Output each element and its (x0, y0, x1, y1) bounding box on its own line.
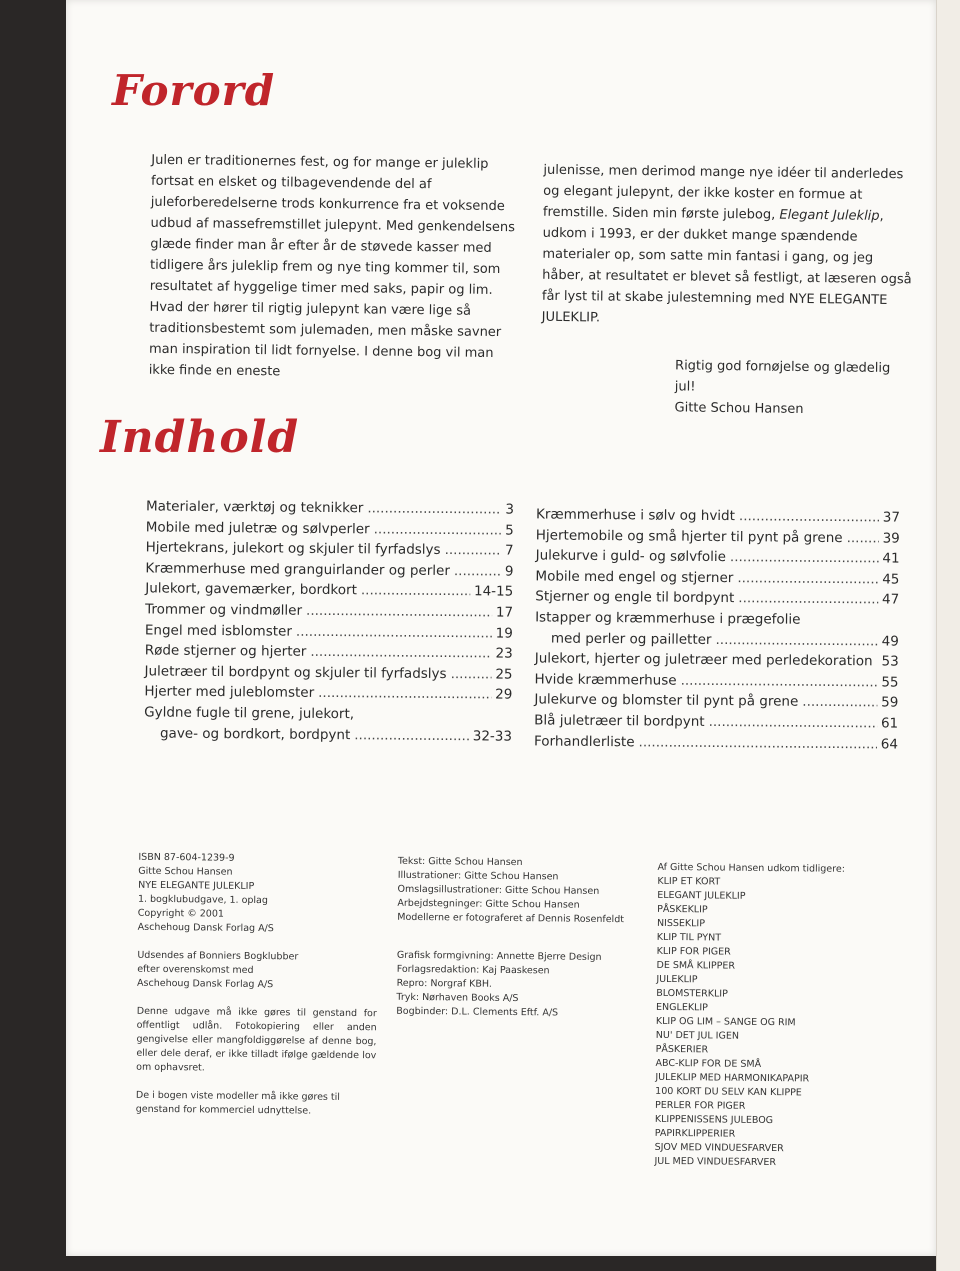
previous-book-title: JULEKLIP (656, 973, 698, 986)
toc-page-number: 41 (882, 550, 900, 567)
toc-page-number: 9 (504, 563, 514, 580)
toc-page-number: 7 (504, 542, 514, 559)
colophon-line: Forlagsredaktion: Kaj Paaskesen (396, 963, 550, 977)
colophon-line: Bogbinder: D.L. Clements Eftf. A/S (396, 1005, 559, 1019)
toc-leader-dots (847, 528, 879, 549)
previous-book-title: 100 KORT DU SELV KAN KLIPPE (655, 1085, 802, 1099)
forord-paragraph: Hvad der hører til rigtig julepynt kan være lige så traditionsbestemt som julemaden, men måske savner man inspiration til lidt fornyelse. I denne bog vil man ikke finde en eneste (148, 299, 502, 380)
toc-page-number: 32-33 (472, 727, 513, 745)
toc-page-number: 39 (882, 530, 900, 547)
previous-books-list (654, 875, 877, 1171)
colophon-line: Arbejdstegninger: Gitte Schou Hansen (397, 897, 580, 911)
toc-leader-dots (737, 568, 878, 590)
forord-text: julenisse, men derimod mange nye idéer til anderledes og elegant julepynt, der ikke koster en formue at fremstille. Siden min første julebog, (542, 162, 904, 223)
toc-leader-dots (367, 498, 501, 520)
toc-entry-title: Hjertekrans, julekort og skjuler til fyrfadslys (145, 539, 441, 559)
toc-leader-dots (681, 670, 878, 692)
toc-leader-dots (310, 642, 491, 664)
usage-note: De i bogen viste modeller må ikke gøres til genstand for kommerciel udnyttelse. (135, 1089, 340, 1117)
toc-page-number: 23 (495, 645, 513, 662)
colophon-line: Grafisk formgivning: Annette Bjerre Design (396, 949, 602, 963)
production-block (396, 949, 627, 1021)
toc-leader-dots (738, 589, 878, 611)
toc-entry-title: Julekort, gavemærker, bordkort (145, 580, 357, 599)
toc-page-number: 25 (495, 666, 513, 683)
colophon-line: Udsendes af Bonniers Bogklubber (137, 949, 299, 963)
toc-entry-title: med perler og pailletter (550, 630, 712, 648)
colophon-line: Omslagsillustrationer: Gitte Schou Hansen (397, 883, 600, 897)
toc-entry-title: Forhandlerliste (533, 732, 635, 750)
toc-entry-title: Blå juletræer til bordpynt (534, 712, 705, 730)
toc-page-number: 47 (882, 591, 900, 608)
colophon-line: NYE ELEGANTE JULEKLIP (138, 879, 255, 892)
toc-page-number: 55 (881, 674, 899, 691)
toc-entry-title: gave- og bordkort, bordpynt (159, 725, 351, 743)
colophon-line: Modellerne er fotograferet af Dennis Rosenfeldt (397, 911, 625, 926)
closing-greeting: Rigtig god fornøjelse og glædelig jul! (674, 358, 891, 395)
page-edge (936, 0, 960, 1271)
previous-book-title: KLIPPENISSENS JULEBOG (654, 1113, 774, 1127)
forord-paragraph (542, 160, 914, 333)
toc-entry-title: Istapper og kræmmerhuse i prægefolie (535, 609, 801, 628)
toc-leader-dots (715, 630, 877, 652)
toc-leader-dots (361, 581, 470, 603)
indhold-title: Indhold (100, 412, 300, 463)
forord-left-column (149, 150, 522, 386)
previous-book-title: KLIP TIL PYNT (656, 931, 722, 944)
toc-entry-title: Hjerter med juleblomster (144, 683, 315, 702)
toc-leader-dots (354, 725, 469, 747)
previous-book-title: PAPIRKLIPPERIER (654, 1127, 736, 1140)
previous-books-heading: Af Gitte Schou Hansen udkom tidligere: (657, 861, 845, 875)
toc-leader-dots (877, 652, 878, 673)
credits-block (397, 855, 628, 927)
previous-book-title: ELEGANT JULEKLIP (657, 889, 746, 902)
previous-book-title: PÅSKEKLIP (657, 903, 708, 916)
previous-book-title: KLIP OG LIM – SANGE OG RIM (655, 1015, 796, 1029)
previous-book-title: NU' DET JUL IGEN (655, 1029, 740, 1042)
toc-left-column (144, 496, 514, 746)
toc-entry-title: Julekurve og blomster til pynt på grene (534, 691, 799, 711)
toc-page-number: 53 (881, 653, 899, 670)
previous-books (654, 861, 877, 1171)
previous-book-title: KLIP ET KORT (657, 875, 721, 888)
toc-page-number: 45 (882, 571, 900, 588)
colophon-line: Copyright © 2001 (137, 907, 225, 920)
toc-leader-dots (730, 547, 879, 569)
toc-leader-dots (739, 506, 879, 528)
colophon-line: efter overenskomst med (137, 963, 254, 976)
toc-entry-title: Kræmmerhuse med granguirlander og perler (145, 560, 450, 579)
colophon-line: Aschehoug Dansk Forlag A/S (137, 977, 274, 991)
toc-page-number: 49 (881, 633, 899, 650)
toc-entry-title: Materialer, værktøj og teknikker (145, 498, 364, 517)
toc-entry-title: Kræmmerhuse i sølv og hvidt (535, 506, 736, 525)
toc-entry-title: Julekort, hjerter og juletræer med perledekoration (534, 650, 873, 670)
colophon-line: ISBN 87-604-1239-9 (138, 851, 235, 864)
toc-right-column (534, 504, 900, 754)
toc-entry-title: Mobile med engel og stjerner (535, 568, 734, 586)
colophon-line: Aschehoug Dansk Forlag A/S (137, 921, 274, 935)
previous-book-title: ABC-KLIP FOR DE SMÅ (655, 1057, 762, 1070)
book-title: Elegant Juleklip (779, 207, 880, 224)
toc-leader-dots (451, 664, 492, 685)
previous-book-title: JULEKLIP MED HARMONIKAPAPIR (655, 1071, 810, 1085)
toc-entry-title: Hjertemobile og små hjerter til pynt på grene (535, 527, 843, 546)
legal-notice: Denne udgave må ikke gøres til genstand for offentligt udlån. Fotokopiering eller anden gengivelse eller mangfoldiggørelse af denne bog, eller dele deraf, er ikke tilladt ifølge gældende lov om ophavsret. (136, 1005, 377, 1074)
toc-page-number: 64 (880, 735, 899, 753)
author-name: Gitte Schou Hansen (674, 400, 804, 417)
toc-leader-dots (374, 519, 502, 541)
toc-page-number: 3 (505, 501, 515, 518)
previous-book-title: NISSEKLIP (656, 917, 706, 930)
previous-book-title: SJOV MED VINDUESFARVER (654, 1141, 784, 1155)
toc-page-number: 5 (505, 522, 514, 539)
toc-entry-title: Juletræer til bordpynt og skjuler til fyrfadslys (144, 663, 447, 682)
colophon-line: Tekst: Gitte Schou Hansen (397, 855, 523, 869)
colophon-line: Illustrationer: Gitte Schou Hansen (397, 869, 559, 883)
toc-page-number: 37 (882, 509, 901, 526)
previous-book-title: ENGLEKLIP (656, 1001, 708, 1014)
forord-text: , udkom i 1993, er der dukket mange spændende materialer op, som satte min fantasi i gang, og jeg håber, at resultatet er blevet så festligt, at læseren også får lyst til at skabe julestemning med NYE ELEGANTE JULEKLIP. (541, 208, 912, 326)
toc-entry-title: Engel med isblomster (144, 621, 293, 640)
toc-page-number: 61 (880, 715, 899, 732)
toc-leader-dots (638, 732, 876, 755)
colophon-credits (396, 855, 628, 1035)
previous-book-title: DE SMÅ KLIPPER (656, 959, 736, 972)
previous-book-title: BLOMSTERKLIP (656, 987, 728, 1000)
previous-book-title: KLIP FOR PIGER (656, 945, 731, 958)
toc-entry-title: Stjerner og engle til bordpynt (535, 588, 735, 607)
toc-entry-title: Julekurve i guld- og sølvfolie (535, 547, 727, 566)
toc-leader-dots (454, 561, 501, 582)
colophon-line: 1. bogklubudgave, 1. oplag (137, 893, 268, 907)
colophon-line: Gitte Schou Hansen (138, 865, 233, 878)
forord-paragraph: Julen er traditionernes fest, og for mange er juleklip fortsat en elsket og tilbagevendende del af juleforberedelserne trods konkurrence fra et voksende udbud af massefremstillet julepynt. Med genkendelsens glæde finder man år efter år de støvede kasser med tidligere års juleklip frem og nye ting kommer til, som resultatet af hyggelige timer med saks, papir og lim. (149, 152, 516, 298)
toc-leader-dots (318, 683, 491, 705)
isbn-block (138, 851, 379, 938)
toc-entry-title: Røde stjerner og hjerter (144, 642, 307, 660)
toc-entry (534, 731, 898, 755)
toc-page-number: 19 (495, 625, 513, 642)
forord-title: Forord (112, 66, 276, 115)
previous-book-title: PÅSKERIER (655, 1043, 709, 1056)
toc-entry-title: Gyldne fugle til grene, julekort, (144, 704, 355, 723)
previous-book-title: JUL MED VINDUESFARVER (654, 1155, 777, 1169)
toc-entry-title: Mobile med juletræ og sølvperler (145, 518, 370, 537)
toc-leader-dots (709, 712, 878, 734)
colophon-line: Tryk: Nørhaven Books A/S (396, 991, 519, 1005)
toc-leader-dots (306, 601, 492, 623)
toc-page-number: 17 (495, 604, 514, 621)
colophon-line: Repro: Norgraf KBH. (396, 977, 492, 990)
previous-book-title: PERLER FOR PIGER (655, 1099, 746, 1112)
toc-leader-dots (445, 540, 502, 561)
toc-leader-dots (296, 621, 492, 643)
toc-page-number: 59 (881, 694, 899, 711)
toc-page-number: 29 (495, 686, 513, 703)
toc-entry-title: Hvide kræmmerhuse (534, 671, 677, 689)
toc-leader-dots (802, 692, 877, 713)
toc-entry (144, 723, 512, 747)
toc-page-number: 14-15 (473, 583, 514, 600)
colophon-publishing (136, 851, 379, 1133)
toc-entry-title: Trommer og vindmøller (145, 601, 303, 619)
distribution-block (137, 949, 377, 994)
signature (540, 354, 911, 422)
forord-right-column (540, 160, 913, 422)
